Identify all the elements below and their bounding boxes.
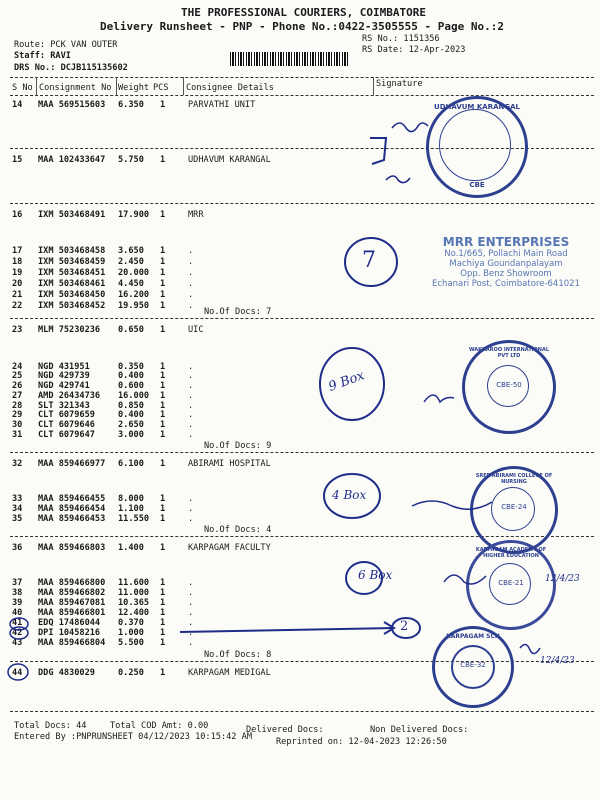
row-sno: 17 [12, 246, 23, 256]
row-sno: 43 [12, 638, 23, 648]
row-pcs: 1 [160, 514, 166, 524]
col-sno: S No [12, 83, 33, 93]
row-cn: IXM 503468491 [38, 210, 106, 220]
row-name: . [188, 246, 194, 256]
runsheet-title: Delivery Runsheet - PNP - Phone No.:0422-3505555 - Page No.:2 [100, 20, 504, 33]
row-wt: 0.350 [118, 362, 144, 372]
doc-count: No.Of Docs: 8 [204, 650, 272, 660]
row-sno: 38 [12, 588, 23, 598]
row-pcs: 1 [160, 430, 166, 440]
row-pcs: 1 [160, 210, 166, 220]
signature-mark [386, 176, 410, 183]
sno-circle [8, 664, 28, 680]
row-sno: 15 [12, 155, 23, 165]
row-wt: 5.750 [118, 155, 144, 165]
row-wt: 0.600 [118, 381, 144, 391]
row-name: . [188, 588, 194, 598]
row-wt: 2.450 [118, 257, 144, 267]
drs-number: DRS No.: DCJB115135602 [14, 63, 128, 73]
staff-label: Staff: RAVI [14, 51, 71, 61]
row-wt: 11.550 [118, 514, 150, 524]
row-pcs: 1 [160, 608, 166, 618]
reprinted-on: Reprinted on: 12-04-2023 12:26:50 [276, 737, 447, 747]
row-sno: 27 [12, 391, 23, 401]
row-pcs: 1 [160, 301, 166, 311]
row-name: . [188, 371, 194, 381]
row-pcs: 1 [160, 246, 166, 256]
signature-mark [444, 575, 486, 584]
row-cn: MAA 569515603 [38, 100, 106, 110]
row-pcs: 1 [160, 410, 166, 420]
row-sno: 19 [12, 268, 23, 278]
handwritten-count: 7 [362, 248, 376, 273]
handwritten-count: 9 Box [326, 368, 367, 395]
row-name: . [188, 514, 194, 524]
row-name: . [188, 410, 194, 420]
row-cn: IXM 503468461 [38, 279, 106, 289]
row-cn: MAA 102433647 [38, 155, 106, 165]
row-cn: CLT 6079659 [38, 410, 95, 420]
row-name: . [188, 391, 194, 401]
row-name: UDHAVUM KARANGAL [188, 155, 271, 165]
row-wt: 12.400 [118, 608, 150, 618]
row-cn: MAA 859466453 [38, 514, 106, 524]
row-sno: 36 [12, 543, 23, 553]
row-sno: 44 [12, 668, 23, 678]
handwritten-date: 12/4/23 [545, 574, 580, 584]
arrow-mark [180, 628, 392, 632]
row-cn: DPI 10458216 [38, 628, 101, 638]
row-wt: 0.400 [118, 410, 144, 420]
row-cn: MAA 859466800 [38, 578, 106, 588]
entered-by: Entered By :PNPRUNSHEET 04/12/2023 10:15:42 AM [14, 732, 252, 742]
row-wt: 0.250 [118, 668, 144, 678]
row-name: ABIRAMI HOSPITAL [188, 459, 271, 469]
row-sno: 39 [12, 598, 23, 608]
row-name: . [188, 494, 194, 504]
row-sno: 14 [12, 100, 23, 110]
row-wt: 1.100 [118, 504, 144, 514]
row-pcs: 1 [160, 543, 166, 553]
handwritten-count: 4 Box [332, 488, 367, 502]
udhavum-stamp-sub: CBE [469, 181, 485, 189]
doc-count: No.Of Docs: 9 [204, 441, 272, 451]
row-pcs: 1 [160, 362, 166, 372]
row-sno: 37 [12, 578, 23, 588]
row-name: . [188, 608, 194, 618]
col-weight: Weight [118, 83, 150, 93]
non-delivered-docs: Non Delivered Docs: [370, 725, 469, 735]
row-name: . [188, 381, 194, 391]
row-cn: MAA 859467081 [38, 598, 106, 608]
row-name: KARPAGAM MEDIGAL [188, 668, 271, 678]
row-wt: 1.400 [118, 543, 144, 553]
row-cn: EDQ 17486044 [38, 618, 101, 628]
rs-date: RS Date: 12-Apr-2023 [362, 45, 466, 55]
row-name: . [188, 618, 194, 628]
row-wt: 3.650 [118, 246, 144, 256]
row-cn: IXM 503468459 [38, 257, 106, 267]
row-pcs: 1 [160, 668, 166, 678]
row-wt: 10.365 [118, 598, 150, 608]
karpagam-faculty-stamp-center: CBE-21 [498, 579, 524, 587]
row-cn: NGD 431951 [38, 362, 90, 372]
delivered-docs: Delivered Docs: [246, 725, 324, 735]
row-name: . [188, 430, 194, 440]
row-name: . [188, 598, 194, 608]
row-cn: CLT 6079646 [38, 420, 95, 430]
row-wt: 6.350 [118, 100, 144, 110]
row-pcs: 1 [160, 100, 166, 110]
row-name: . [188, 301, 194, 311]
route-label: Route: PCK VAN OUTER [14, 40, 118, 50]
signature-mark [520, 644, 540, 653]
row-pcs: 1 [160, 598, 166, 608]
row-pcs: 1 [160, 381, 166, 391]
row-sno: 40 [12, 608, 23, 618]
row-wt: 17.900 [118, 210, 150, 220]
row-sno: 28 [12, 401, 23, 411]
row-wt: 19.950 [118, 301, 150, 311]
row-wt: 5.500 [118, 638, 144, 648]
row-wt: 0.370 [118, 618, 144, 628]
row-pcs: 1 [160, 494, 166, 504]
row-pcs: 1 [160, 268, 166, 278]
row-pcs: 1 [160, 628, 166, 638]
row-cn: MAA 859466454 [38, 504, 106, 514]
row-wt: 0.650 [118, 325, 144, 335]
row-wt: 11.000 [118, 588, 150, 598]
row-cn: IXM 503468451 [38, 268, 106, 278]
row-pcs: 1 [160, 578, 166, 588]
row-sno: 16 [12, 210, 23, 220]
col-consignment: Consignment No [39, 83, 112, 93]
row-cn: NGD 429739 [38, 371, 90, 381]
karpagam-school-stamp-center: CBE-32 [460, 661, 486, 669]
col-pcs: PCS [153, 83, 169, 93]
row-pcs: 1 [160, 588, 166, 598]
row-name: . [188, 628, 194, 638]
row-cn: CLT 6079647 [38, 430, 95, 440]
row-pcs: 1 [160, 391, 166, 401]
row-name: KARPAGAM FACULTY [188, 543, 271, 553]
row-pcs: 1 [160, 155, 166, 165]
row-wt: 1.000 [118, 628, 144, 638]
row-pcs: 1 [160, 371, 166, 381]
row-sno: 22 [12, 301, 23, 311]
row-name: . [188, 401, 194, 411]
karpagam-faculty-stamp-ring: KARPAGAM ACADEMY OF HIGHER EDUCATION [475, 547, 547, 559]
mrr-stamp-line: Opp. Benz Showroom [460, 269, 552, 279]
row-wt: 3.000 [118, 430, 144, 440]
row-sno: 35 [12, 514, 23, 524]
karpagam-school-stamp-ring: KARPAGAM SCH [446, 633, 500, 640]
row-sno: 34 [12, 504, 23, 514]
row-cn: IXM 503468458 [38, 246, 106, 256]
row-pcs: 1 [160, 279, 166, 289]
row-name: . [188, 638, 194, 648]
total-cod: Total COD Amt: 0.00 [110, 721, 209, 731]
row-wt: 2.650 [118, 420, 144, 430]
row-sno: 20 [12, 279, 23, 289]
row-sno: 25 [12, 371, 23, 381]
signature-mark [370, 138, 386, 164]
row-cn: MAA 859466802 [38, 588, 106, 598]
total-docs: Total Docs: 44 [14, 721, 87, 731]
row-wt: 20.000 [118, 268, 150, 278]
row-wt: 4.450 [118, 279, 144, 289]
signature-mark [424, 395, 454, 402]
row-sno: 42 [12, 628, 23, 638]
row-wt: 16.200 [118, 290, 150, 300]
row-cn: IXM 503468452 [38, 301, 106, 311]
row-name: . [188, 420, 194, 430]
row-cn: MAA 859466804 [38, 638, 106, 648]
row-sno: 30 [12, 420, 23, 430]
abirami-stamp-ring: SREE ABIRAMI COLLEGE OF NURSING [475, 473, 553, 485]
row-sno: 41 [12, 618, 23, 628]
row-sno: 29 [12, 410, 23, 420]
handwritten-date: 12/4/23 [540, 656, 575, 666]
sno-circle [10, 627, 28, 639]
row-cn: MAA 859466803 [38, 543, 106, 553]
abirami-stamp-center: CBE-24 [501, 503, 527, 511]
row-sno: 26 [12, 381, 23, 391]
row-sno: 21 [12, 290, 23, 300]
row-sno: 24 [12, 362, 23, 372]
row-sno: 23 [12, 325, 23, 335]
wakkaroo-stamp-ring: WAKKAROO INTERNATIONAL PVT LTD [468, 347, 550, 359]
row-name: . [188, 362, 194, 372]
row-name: . [188, 279, 194, 289]
doc-count: No.Of Docs: 4 [204, 525, 272, 535]
row-pcs: 1 [160, 638, 166, 648]
row-pcs: 1 [160, 618, 166, 628]
row-name: . [188, 504, 194, 514]
signature-mark [412, 501, 492, 509]
row-cn: IXM 503468450 [38, 290, 106, 300]
mrr-stamp-name: MRR ENTERPRISES [442, 235, 570, 249]
row-cn: DDG 4830029 [38, 668, 95, 678]
row-cn: NGD 429741 [38, 381, 90, 391]
row-name: . [188, 290, 194, 300]
col-consignee: Consignee Details [186, 83, 274, 93]
row-pcs: 1 [160, 325, 166, 335]
row-sno: 33 [12, 494, 23, 504]
row-pcs: 1 [160, 504, 166, 514]
row-pcs: 1 [160, 257, 166, 267]
row-wt: 11.600 [118, 578, 150, 588]
row-wt: 8.000 [118, 494, 144, 504]
row-pcs: 1 [160, 401, 166, 411]
row-cn: AMD 26434736 [38, 391, 101, 401]
handwritten-count: 6 Box [358, 568, 393, 582]
row-pcs: 1 [160, 459, 166, 469]
handwritten-count: 2 [400, 619, 409, 634]
row-cn: MLM 75230236 [38, 325, 101, 335]
row-wt: 0.850 [118, 401, 144, 411]
doc-count: No.Of Docs: 7 [204, 307, 272, 317]
row-name: . [188, 268, 194, 278]
row-name: . [188, 578, 194, 588]
row-pcs: 1 [160, 420, 166, 430]
row-cn: MAA 859466801 [38, 608, 106, 618]
row-name: PARVATHI UNIT [188, 100, 256, 110]
udhavum-stamp-ring: UDHAVUM KARANGAL [434, 103, 520, 111]
row-name: UIC [188, 325, 204, 335]
row-wt: 6.100 [118, 459, 144, 469]
mrr-stamp-line: No.1/665, Pollachi Main Road [444, 249, 568, 259]
row-cn: MAA 859466977 [38, 459, 106, 469]
wakkaroo-stamp-center: CBE-50 [496, 381, 522, 389]
row-name: . [188, 257, 194, 267]
company-title: THE PROFESSIONAL COURIERS, COIMBATORE [181, 6, 427, 19]
row-name: MRR [188, 210, 204, 220]
row-wt: 0.400 [118, 371, 144, 381]
rs-number: RS No.: 1151356 [362, 34, 440, 44]
row-wt: 16.000 [118, 391, 150, 401]
row-cn: MAA 859466455 [38, 494, 106, 504]
row-cn: SLT 321343 [38, 401, 90, 411]
row-sno: 18 [12, 257, 23, 267]
row-sno: 31 [12, 430, 23, 440]
signature-mark [392, 123, 428, 132]
mrr-stamp-line: Machiya Goundanpalayam [449, 259, 563, 269]
mrr-stamp-line: Echanari Post, Coimbatore-641021 [432, 279, 580, 289]
row-pcs: 1 [160, 290, 166, 300]
col-signature: Signature [376, 79, 423, 89]
row-sno: 32 [12, 459, 23, 469]
